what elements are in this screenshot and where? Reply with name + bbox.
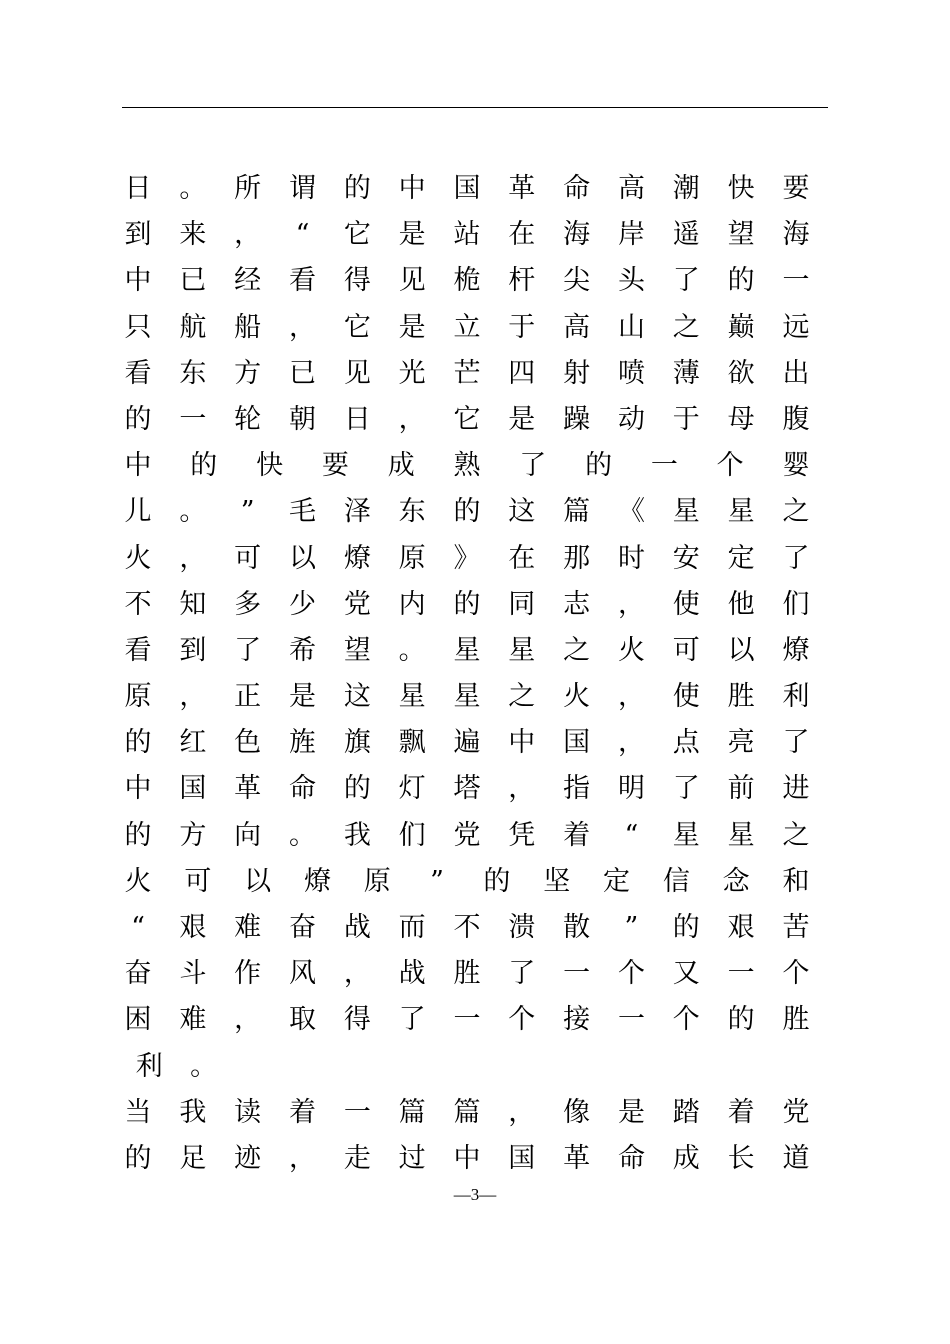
text-char: 喷 — [617, 357, 645, 389]
text-char: 母 — [727, 403, 755, 435]
text-line — [122, 212, 812, 258]
text-char: 溃 — [508, 912, 536, 943]
text-char: ， — [343, 958, 371, 990]
text-char: 飘 — [398, 727, 426, 759]
text-char: 亮 — [727, 727, 755, 759]
text-char: 站 — [453, 219, 481, 251]
text-char: 星 — [508, 634, 536, 666]
text-char: 欲 — [727, 357, 755, 389]
text-char: 薄 — [672, 357, 700, 389]
header-rule — [122, 107, 828, 108]
text-char: 时 — [617, 542, 645, 574]
text-char: 见 — [398, 265, 426, 297]
text-line — [122, 674, 812, 720]
text-char: 胜 — [782, 1004, 810, 1036]
text-char: ” — [240, 496, 255, 528]
text-char: 芒 — [453, 357, 481, 389]
text-char: 了 — [782, 727, 810, 759]
text-char: ， — [179, 681, 207, 713]
text-char: 前 — [727, 773, 755, 805]
text-line — [122, 997, 812, 1043]
text-line — [122, 951, 812, 997]
text-char: 的 — [124, 819, 152, 851]
text-char: 安 — [672, 542, 700, 574]
text-char: 的 — [124, 727, 152, 759]
text-char: 迹 — [234, 1142, 262, 1174]
text-char: 党 — [782, 1096, 810, 1128]
text-char: 的 — [124, 1142, 152, 1174]
text-char: 旌 — [288, 727, 316, 759]
text-char: 斗 — [179, 958, 207, 990]
text-char: 已 — [288, 357, 316, 389]
text-char: 一 — [617, 1004, 645, 1036]
text-char: 火 — [563, 681, 591, 713]
text-char: 东 — [398, 496, 426, 528]
text-char: 和 — [782, 865, 810, 897]
text-char: 道 — [782, 1142, 810, 1174]
text-char: 的 — [453, 496, 481, 528]
text-char: 希 — [288, 634, 316, 666]
text-line — [122, 813, 812, 859]
text-char: 们 — [398, 819, 426, 851]
text-char: 可 — [672, 634, 700, 666]
text-char: 之 — [672, 311, 700, 343]
text-char: 婴 — [782, 450, 810, 482]
text-char: 着 — [563, 819, 591, 851]
text-char: 它 — [343, 311, 371, 343]
text-char: 动 — [617, 403, 645, 435]
text-char: 着 — [727, 1096, 755, 1128]
text-char: 以 — [244, 865, 272, 897]
text-char: 所 — [234, 173, 262, 204]
text-char: 篇 — [563, 496, 591, 528]
text-char: 。 — [179, 173, 207, 204]
text-char: 海 — [563, 219, 591, 251]
text-char: 了 — [672, 773, 700, 805]
text-char: 走 — [343, 1142, 371, 1174]
text-char: 方 — [179, 819, 207, 851]
text-char: 个 — [782, 958, 810, 990]
text-char: 尖 — [563, 265, 591, 297]
text-line — [122, 443, 812, 489]
text-char: 星 — [398, 681, 426, 713]
text-char: 而 — [398, 912, 426, 943]
text-char: ， — [508, 773, 536, 805]
text-char: 熟 — [453, 450, 481, 482]
text-char: 中 — [124, 773, 152, 805]
text-char: 凭 — [508, 819, 536, 851]
text-char: 经 — [234, 265, 262, 297]
text-char: 只 — [124, 311, 152, 343]
text-char: 快 — [727, 173, 755, 204]
text-char: 一 — [782, 265, 810, 297]
text-char: ， — [288, 311, 316, 343]
text-char: 星 — [453, 681, 481, 713]
text-char: 志 — [563, 588, 591, 620]
text-char: 远 — [782, 311, 810, 343]
text-char: ， — [508, 1096, 536, 1128]
text-line — [122, 1136, 812, 1182]
text-char: 。 — [398, 634, 426, 666]
text-char: 成 — [672, 1142, 700, 1174]
text-char: 革 — [508, 173, 536, 204]
text-char: 的 — [585, 450, 613, 482]
text-char: 革 — [234, 773, 262, 805]
text-char: 原 — [124, 681, 152, 713]
text-char: 内 — [398, 588, 426, 620]
text-char: 来 — [179, 219, 207, 251]
text-char: 足 — [179, 1142, 207, 1174]
text-char: 艰 — [727, 912, 755, 943]
text-line — [122, 258, 812, 304]
text-char: ” — [430, 865, 444, 897]
text-char: 遥 — [672, 219, 700, 251]
text-char: 在 — [508, 219, 536, 251]
text-char: 着 — [288, 1096, 316, 1128]
text-char: 日 — [124, 173, 152, 204]
text-char: 望 — [343, 634, 371, 666]
text-char: 是 — [398, 311, 426, 343]
text-char: 红 — [179, 727, 207, 759]
text-char: 泽 — [343, 496, 371, 528]
text-char: 像 — [563, 1096, 591, 1128]
text-line — [122, 628, 812, 674]
text-char: 利 — [782, 681, 810, 713]
text-char: 之 — [508, 681, 536, 713]
text-char: 可 — [234, 542, 262, 574]
text-char: 胜 — [727, 681, 755, 713]
text-char: 同 — [508, 588, 536, 620]
text-char: 我 — [179, 1096, 207, 1128]
text-char: 岸 — [617, 219, 645, 251]
text-char: 党 — [453, 819, 481, 851]
text-line — [122, 720, 812, 766]
text-char: 不 — [453, 912, 481, 943]
text-char: 的 — [124, 403, 152, 435]
text-char: 中 — [124, 450, 152, 482]
text-char: 明 — [617, 773, 645, 805]
text-char: 儿 — [124, 496, 152, 528]
text-line — [122, 489, 812, 535]
text-char: 高 — [617, 173, 645, 204]
text-char: 火 — [124, 542, 152, 574]
text-line — [122, 582, 812, 628]
text-char: 坚 — [543, 865, 571, 897]
text-char: 作 — [234, 958, 262, 990]
text-char: 》 — [453, 542, 481, 574]
text-char: ， — [617, 588, 645, 620]
text-char: 过 — [398, 1142, 426, 1174]
text-char: 一 — [650, 450, 678, 482]
text-char: 巅 — [727, 311, 755, 343]
text-char: 是 — [398, 219, 426, 251]
text-char: 星 — [727, 819, 755, 851]
text-char: 少 — [288, 588, 316, 620]
text-char: 奋 — [124, 958, 152, 990]
text-char: 的 — [672, 912, 700, 943]
text-char: 到 — [179, 634, 207, 666]
text-char: ， — [234, 219, 262, 251]
text-char: 得 — [343, 265, 371, 297]
text-char: 要 — [321, 450, 349, 482]
text-line — [122, 397, 812, 443]
text-char: 原 — [398, 542, 426, 574]
text-line — [122, 166, 812, 212]
text-char: 原 — [363, 865, 391, 897]
text-char: 快 — [256, 450, 284, 482]
text-char: 利 — [135, 1050, 163, 1082]
text-char: 了 — [782, 542, 810, 574]
text-char: “ — [295, 219, 310, 251]
text-char: 个 — [672, 1004, 700, 1036]
text-char: 他 — [727, 588, 755, 620]
text-char: 可 — [184, 865, 212, 897]
text-line — [122, 536, 812, 582]
text-char: 看 — [124, 634, 152, 666]
text-char: 了 — [508, 958, 536, 990]
text-char: 遍 — [453, 727, 481, 759]
text-char: 轮 — [234, 403, 262, 435]
text-char: 国 — [563, 727, 591, 759]
text-char: 到 — [124, 219, 152, 251]
text-char: 又 — [672, 958, 700, 990]
text-char: 不 — [124, 588, 152, 620]
text-char: 的 — [483, 865, 511, 897]
text-char: 立 — [453, 311, 481, 343]
text-char: 信 — [662, 865, 690, 897]
text-char: ， — [179, 542, 207, 574]
text-char: 日 — [343, 403, 371, 435]
text-char: 星 — [672, 819, 700, 851]
text-char: 个 — [508, 1004, 536, 1036]
text-char: 山 — [617, 311, 645, 343]
text-char: 。 — [190, 1050, 218, 1082]
text-char: 中 — [398, 173, 426, 204]
body-text — [122, 166, 812, 1182]
text-char: 的 — [727, 265, 755, 297]
text-char: 。 — [179, 496, 207, 528]
text-char: 腹 — [782, 403, 810, 435]
text-char: 于 — [672, 403, 700, 435]
text-char: 一 — [453, 1004, 481, 1036]
text-char: 星 — [727, 496, 755, 528]
text-char: 胜 — [453, 958, 481, 990]
text-char: 读 — [234, 1096, 262, 1128]
text-char: 个 — [716, 450, 744, 482]
text-char: 一 — [563, 958, 591, 990]
text-char: 命 — [563, 173, 591, 204]
text-char: 指 — [563, 773, 591, 805]
text-char: 难 — [179, 1004, 207, 1036]
text-char: 朝 — [288, 403, 316, 435]
text-line — [122, 766, 812, 812]
text-char: 一 — [343, 1096, 371, 1128]
text-char: 高 — [563, 311, 591, 343]
text-char: 一 — [179, 403, 207, 435]
text-char: 燎 — [782, 634, 810, 666]
text-char: 了 — [398, 1004, 426, 1036]
text-char: 以 — [727, 634, 755, 666]
text-char: 火 — [124, 865, 152, 897]
text-char: 是 — [617, 1096, 645, 1128]
text-char: 看 — [288, 265, 316, 297]
text-char: 中 — [453, 1142, 481, 1174]
text-char: ” — [624, 912, 639, 943]
text-char: 使 — [672, 588, 700, 620]
text-char: 已 — [179, 265, 207, 297]
text-char: 进 — [782, 773, 810, 805]
text-char: 之 — [782, 819, 810, 851]
text-char: 潮 — [672, 173, 700, 204]
text-char: 中 — [508, 727, 536, 759]
text-char: 战 — [343, 912, 371, 943]
text-line — [122, 859, 812, 905]
text-char: 散 — [563, 912, 591, 943]
text-char: ， — [288, 1142, 316, 1174]
text-char: 成 — [387, 450, 415, 482]
text-char: 之 — [782, 496, 810, 528]
text-char: 方 — [234, 357, 262, 389]
text-char: 战 — [398, 958, 426, 990]
text-char: 那 — [563, 542, 591, 574]
text-char: 星 — [672, 496, 700, 528]
text-line — [122, 905, 812, 951]
text-char: 东 — [179, 357, 207, 389]
text-char: 是 — [288, 681, 316, 713]
text-char: 一 — [727, 958, 755, 990]
text-char: 光 — [398, 357, 426, 389]
text-char: ， — [617, 727, 645, 759]
text-char: 躁 — [563, 403, 591, 435]
text-char: 见 — [343, 357, 371, 389]
text-char: 海 — [782, 219, 810, 251]
text-char: 《 — [617, 496, 645, 528]
text-char: 艰 — [179, 912, 207, 943]
text-char: 们 — [782, 588, 810, 620]
text-line — [122, 351, 812, 397]
text-char: 踏 — [672, 1096, 700, 1128]
text-char: 以 — [288, 542, 316, 574]
text-char: 航 — [179, 311, 207, 343]
text-char: 取 — [288, 1004, 316, 1036]
text-char: 长 — [727, 1142, 755, 1174]
text-char: 燎 — [343, 542, 371, 574]
text-char: 接 — [563, 1004, 591, 1036]
text-char: 四 — [508, 357, 536, 389]
text-char: 念 — [722, 865, 750, 897]
text-char: 桅 — [453, 265, 481, 297]
text-char: 它 — [453, 403, 481, 435]
text-char: 它 — [343, 219, 371, 251]
text-char: 毛 — [288, 496, 316, 528]
text-char: 的 — [190, 450, 218, 482]
text-char: 困 — [124, 1004, 152, 1036]
text-char: 使 — [672, 681, 700, 713]
text-char: 当 — [124, 1096, 152, 1128]
text-char: 命 — [617, 1142, 645, 1174]
text-char: 要 — [782, 173, 810, 204]
text-char: 塔 — [453, 773, 481, 805]
text-char: 篇 — [398, 1096, 426, 1128]
text-char: 国 — [508, 1142, 536, 1174]
text-char: ， — [398, 403, 426, 435]
text-char: 于 — [508, 311, 536, 343]
text-char: 风 — [288, 958, 316, 990]
text-char: 国 — [179, 773, 207, 805]
text-char: 苦 — [782, 912, 810, 943]
text-char: 定 — [727, 542, 755, 574]
text-char: 点 — [672, 727, 700, 759]
text-char: 在 — [508, 542, 536, 574]
text-char: 了 — [519, 450, 547, 482]
text-char: 旗 — [343, 727, 371, 759]
text-char: 奋 — [288, 912, 316, 943]
text-char: 杆 — [508, 265, 536, 297]
text-char: 定 — [603, 865, 630, 897]
text-char: 篇 — [453, 1096, 481, 1128]
text-char: 的 — [453, 588, 481, 620]
text-line — [122, 1044, 812, 1090]
text-char: 这 — [508, 496, 536, 528]
text-char: 的 — [727, 1004, 755, 1036]
text-char: 向 — [234, 819, 262, 851]
text-char: 命 — [288, 773, 316, 805]
page-number: —3— — [453, 1185, 497, 1204]
text-char: 灯 — [398, 773, 426, 805]
text-char: 望 — [727, 219, 755, 251]
text-char: 之 — [563, 634, 591, 666]
text-char: 知 — [179, 588, 207, 620]
text-char: 的 — [343, 773, 371, 805]
text-char: 我 — [343, 819, 371, 851]
text-char: 船 — [234, 311, 262, 343]
text-char: 个 — [617, 958, 645, 990]
text-char: “ — [624, 819, 639, 851]
text-line — [122, 305, 812, 351]
text-char: 是 — [508, 403, 536, 435]
text-char: 难 — [234, 912, 262, 943]
text-char: 中 — [124, 265, 152, 297]
text-line — [122, 1090, 812, 1136]
text-char: 色 — [234, 727, 262, 759]
text-char: 革 — [563, 1142, 591, 1174]
text-char: 这 — [343, 681, 371, 713]
text-char: 出 — [782, 357, 810, 389]
text-char: 了 — [234, 634, 262, 666]
text-char: “ — [131, 912, 145, 943]
text-char: ， — [617, 681, 645, 713]
text-char: 党 — [343, 588, 371, 620]
text-char: 正 — [234, 681, 262, 713]
text-char: ， — [234, 1004, 262, 1036]
text-char: 火 — [617, 634, 645, 666]
text-char: 的 — [343, 173, 371, 204]
text-char: 得 — [343, 1004, 371, 1036]
text-char: 谓 — [288, 173, 316, 204]
text-char: 星 — [453, 634, 481, 666]
text-char: 。 — [288, 819, 316, 851]
text-char: 看 — [124, 357, 152, 389]
text-char: 燎 — [303, 865, 331, 897]
text-char: 头 — [617, 265, 645, 297]
text-char: 了 — [672, 265, 700, 297]
text-char: 多 — [234, 588, 262, 620]
text-char: 国 — [453, 173, 481, 204]
text-char: 射 — [563, 357, 591, 389]
